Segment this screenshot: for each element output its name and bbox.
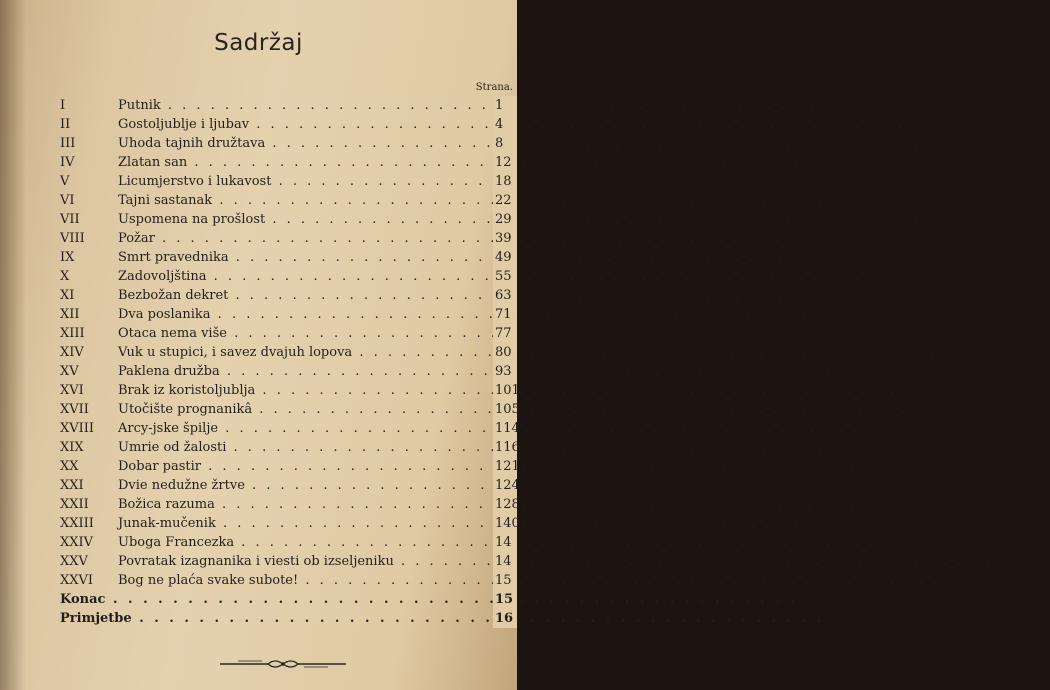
page-number: 121 — [495, 459, 520, 474]
chapter-number: XXVI — [60, 573, 94, 588]
toc-row — [0, 96, 517, 115]
toc-row — [0, 134, 517, 153]
chapter-title: Bog ne plaća svake subote! . . . — [118, 571, 507, 590]
chapter-title: Brak iz koristoljublja . . . — [118, 381, 507, 400]
toc-row — [0, 267, 517, 286]
page-number: 15 — [493, 590, 517, 609]
chapter-number: XXIII — [60, 516, 94, 531]
chapter-title: Dobar pastir . . . — [118, 457, 507, 476]
chapter-title: Požar . . . — [118, 229, 507, 248]
toc-row — [0, 457, 520, 476]
page-number: 16 — [493, 609, 517, 628]
page-number: 15 — [493, 571, 517, 590]
toc-row — [0, 362, 517, 381]
page-number: 71 — [493, 305, 517, 324]
toc-row — [0, 438, 520, 457]
toc-row — [0, 571, 517, 590]
chapter-title: Dvie nedužne žrtve . . . — [118, 476, 507, 495]
toc-row — [0, 248, 517, 267]
ornament-divider-icon — [218, 656, 348, 672]
chapter-title: Dva poslanika . . . — [118, 305, 507, 324]
chapter-title: Licumjerstvo i lukavost . . . — [118, 172, 507, 191]
chapter-title: Uspomena na prošlost . . . — [118, 210, 507, 229]
chapter-number: VI — [60, 193, 75, 208]
chapter-number: XXI — [60, 478, 84, 493]
toc-row — [0, 495, 520, 514]
page-number: 29 — [493, 210, 517, 229]
chapter-title: Zadovoljština . . . — [118, 267, 507, 286]
book-page — [0, 0, 520, 690]
toc-row — [0, 400, 520, 419]
chapter-title: Konac . . . — [60, 590, 507, 609]
chapter-number: XVI — [60, 383, 84, 398]
page-number: 14 — [493, 552, 517, 571]
chapter-number: VII — [60, 212, 80, 227]
page-number: 101 — [495, 383, 520, 398]
chapter-number: V — [60, 174, 70, 189]
toc-row — [0, 552, 517, 571]
chapter-number: X — [60, 269, 70, 284]
toc-row — [0, 153, 517, 172]
page-number: 22 — [493, 191, 517, 210]
page-number: 14 — [493, 533, 517, 552]
chapter-number: IX — [60, 250, 75, 265]
chapter-title: Zlatan san . . . — [118, 153, 507, 172]
page-number: 93 — [493, 362, 517, 381]
toc-row — [0, 419, 520, 438]
chapter-title: Smrt pravednika . . . — [118, 248, 507, 267]
chapter-title: Uboga Francezka . . . — [118, 533, 507, 552]
page-number: 116 — [495, 440, 520, 455]
page-number: 39 — [493, 229, 517, 248]
chapter-number: III — [60, 136, 76, 151]
chapter-number: XX — [60, 459, 79, 474]
page-number: 4 — [493, 115, 517, 134]
page-number: 124 — [495, 478, 520, 493]
page-number: 1 — [493, 96, 517, 115]
toc-row — [0, 286, 517, 305]
page-number: 140 — [495, 516, 520, 531]
chapter-title: Primjetbe . . . — [60, 609, 507, 628]
page-title: Sadržaj — [214, 30, 303, 56]
page-number: 18 — [493, 172, 517, 191]
toc-row — [0, 115, 517, 134]
toc-row — [0, 305, 517, 324]
chapter-number: XII — [60, 307, 80, 322]
chapter-title: Junak-mučenik . . . — [118, 514, 507, 533]
chapter-title: Gostoljublje i ljubav . . . — [118, 115, 507, 134]
chapter-title: Božica razuma . . . — [118, 495, 507, 514]
chapter-number: XXV — [60, 554, 88, 569]
chapter-title: Putnik . . . — [118, 96, 507, 115]
toc-row — [0, 172, 517, 191]
chapter-title: Otaca nema više . . . — [118, 324, 507, 343]
chapter-number: I — [60, 98, 66, 113]
chapter-number: XXIV — [60, 535, 94, 550]
chapter-title: Arcy-jske špilje . . . — [118, 419, 507, 438]
toc-row — [0, 210, 517, 229]
page-number: 105 — [495, 402, 520, 417]
page-number: 114 — [495, 421, 520, 436]
chapter-title: Umrie od žalosti . . . — [118, 438, 507, 457]
page-column-header: Strana. — [475, 82, 513, 93]
chapter-title: Bezbožan dekret . . . — [118, 286, 507, 305]
chapter-number: XIX — [60, 440, 84, 455]
toc-row — [0, 514, 520, 533]
toc-row — [0, 533, 517, 552]
toc-row — [0, 191, 517, 210]
page-number: 12 — [493, 153, 517, 172]
toc-row — [0, 229, 517, 248]
chapter-title: Povratak izagnanika i viesti ob izseljeniku . . . — [118, 552, 507, 571]
chapter-title: Vuk u stupici, i savez dvajuh lopova . . . — [118, 343, 507, 362]
chapter-number: XVII — [60, 402, 89, 417]
page-number: 77 — [493, 324, 517, 343]
chapter-number: IV — [60, 155, 75, 170]
chapter-title: Uhoda tajnih družtava . . . — [118, 134, 507, 153]
page-number: 8 — [493, 134, 517, 153]
chapter-title: Tajni sastanak . . . — [118, 191, 507, 210]
toc-row — [0, 343, 517, 362]
toc-row — [0, 590, 517, 609]
chapter-number: XV — [60, 364, 79, 379]
page-number: 128 — [495, 497, 520, 512]
chapter-number: XVIII — [60, 421, 95, 436]
chapter-number: XXII — [60, 497, 89, 512]
toc-row — [0, 324, 517, 343]
toc-row — [0, 609, 517, 628]
chapter-number: II — [60, 117, 71, 132]
chapter-number: XI — [60, 288, 75, 303]
chapter-number: VIII — [60, 231, 85, 246]
page-number: 55 — [493, 267, 517, 286]
chapter-number: XIV — [60, 345, 84, 360]
chapter-number: XIII — [60, 326, 85, 341]
chapter-title: Paklena družba . . . — [118, 362, 507, 381]
toc-row — [0, 381, 520, 400]
toc-row — [0, 476, 520, 495]
page-number: 49 — [493, 248, 517, 267]
chapter-title: Utočište prognanikâ . . . — [118, 400, 507, 419]
page-number: 80 — [493, 343, 517, 362]
page-number: 63 — [493, 286, 517, 305]
